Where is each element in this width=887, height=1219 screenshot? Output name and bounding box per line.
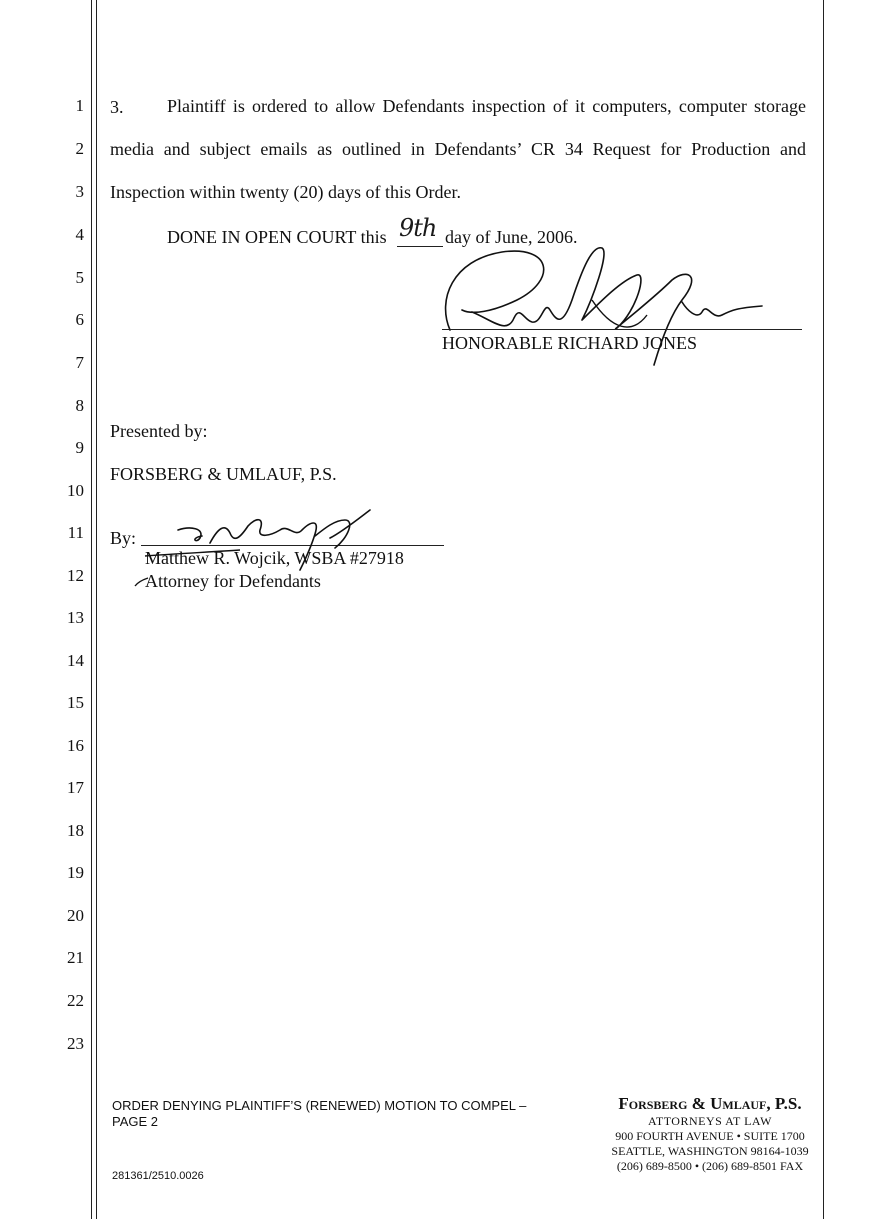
firm-block [590,1094,830,1174]
right-margin-line [823,0,824,1219]
line-number: 3 [75,182,84,201]
firm-address-2: SEATTLE, WASHINGTON 98164-1039 [611,1144,809,1158]
line-number: 5 [75,268,84,287]
attorney-name: Matthew R. Wojcik, WSBA #27918 [145,548,404,568]
line-number: 10 [67,481,84,500]
line-number: 17 [67,778,84,797]
paragraph-number: 3. [110,97,124,117]
done-in-open-court-suffix: day of June, 2006. [445,227,578,247]
document-number: 281361/2510.0026 [112,1170,204,1182]
handwritten-day: 9th [399,214,437,242]
line-number: 20 [67,906,84,925]
firm-subtitle: ATTORNEYS AT LAW [648,1114,772,1128]
firm-name: Forsberg & Umlauf, P.S. [618,1094,802,1113]
footer-caption-line-1: ORDER DENYING PLAINTIFF’S (RENEWED) MOTION TO COMPEL – [112,1098,527,1113]
line-number: 1 [75,96,84,115]
firm-address-1: 900 FOURTH AVENUE • SUITE 1700 [615,1129,805,1143]
line-number: 7 [75,353,84,372]
attorney-role: Attorney for Defendants [145,571,321,591]
paragraph-line-2: media and subject emails as outlined in Defendants’ CR 34 Request for Production and [110,139,806,159]
judge-name: HONORABLE RICHARD JONES [442,333,698,353]
firm-phone: (206) 689-8500 • (206) 689-8501 FAX [616,1159,804,1173]
line-number: 11 [67,523,84,542]
line-number: 19 [67,863,84,882]
line-number: 12 [67,566,84,585]
attorney-signature-icon [130,508,390,588]
line-number: 8 [75,396,84,415]
left-margin-line-outer [91,0,92,1219]
line-number: 2 [75,139,84,158]
footer-caption [112,1098,526,1130]
footer-caption-line-2: PAGE 2 [112,1114,159,1129]
done-in-open-court-prefix: DONE IN OPEN COURT this [167,227,387,247]
presented-by-label: Presented by: [110,421,208,441]
line-number: 22 [67,991,84,1010]
line-number: 18 [67,821,84,840]
line-number: 13 [67,608,84,627]
line-number: 23 [67,1034,84,1053]
line-number: 9 [75,438,84,457]
by-label: By: [110,528,137,548]
line-number: 4 [75,225,84,244]
line-number: 16 [67,736,84,755]
line-number: 14 [67,651,84,670]
left-margin-line-inner [96,0,97,1219]
line-number: 6 [75,310,84,329]
line-number: 15 [67,693,84,712]
presenting-firm: FORSBERG & UMLAUF, P.S. [110,464,337,484]
paragraph-line-3: Inspection within twenty (20) days of this Order. [110,182,461,202]
judge-signature-line [442,329,802,330]
paragraph-line-1: Plaintiff is ordered to allow Defendants inspection of it computers, computer storage [167,96,806,116]
line-number: 21 [67,948,84,967]
